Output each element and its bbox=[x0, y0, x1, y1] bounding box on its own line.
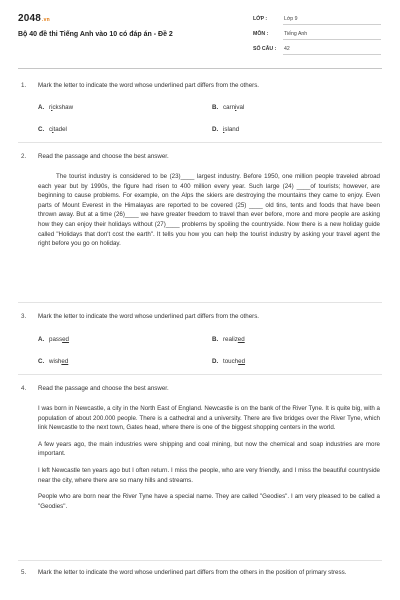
underlined-part: ed bbox=[237, 336, 245, 343]
option-text: sland bbox=[224, 126, 240, 133]
question-divider bbox=[18, 560, 382, 561]
option-text: pass bbox=[49, 336, 63, 343]
option-text: wish bbox=[49, 358, 62, 365]
option-b[interactable] bbox=[212, 335, 245, 345]
meta-class bbox=[253, 15, 381, 23]
option-d[interactable] bbox=[212, 357, 245, 367]
passage-paragraph: I was born in Newcastle, a city in the North East of England. Newcastle is on the bank of the River Tyne. It is quite big, with a population of about 200.000 people. There is a cathedral and a university. There are five bridges over the River Tyne, which link Newcastle to the next town, Gates head, where there is one of the biggest shopping centers in the world. bbox=[38, 405, 380, 432]
option-text: ckshaw bbox=[52, 104, 74, 111]
question-text: Mark the letter to indicate the word whose underlined part differs from the others. bbox=[38, 313, 260, 320]
passage-paragraph: I left Newcastle ten years ago but I often return. I miss the people, who are very friendly, and I miss the beautiful countryside near the city, where there are so many hills and streams. bbox=[38, 467, 380, 484]
underlined-part: i bbox=[52, 126, 54, 133]
underlined-part: i bbox=[51, 104, 53, 111]
option-text: val bbox=[236, 104, 245, 111]
question-divider bbox=[18, 302, 382, 303]
option-d[interactable] bbox=[212, 125, 239, 135]
option-letter: D. bbox=[212, 358, 219, 365]
underlined-part: i bbox=[235, 104, 237, 111]
question-text: Read the passage and choose the best answer. bbox=[38, 153, 169, 160]
underlined-part: ed bbox=[62, 336, 69, 343]
meta-subject-value: Tiếng Anh bbox=[284, 31, 308, 37]
underlined-part: ed bbox=[61, 358, 69, 365]
option-text: touch bbox=[223, 358, 239, 365]
document-title: Bộ 40 đề thi Tiếng Anh vào 10 có đáp án - Đề 2 bbox=[18, 31, 173, 38]
question-text: Mark the letter to indicate the word whose underlined part differs from the others in the position of primary stress. bbox=[38, 569, 347, 576]
underlined-part: i bbox=[223, 126, 225, 133]
question-divider bbox=[18, 142, 382, 143]
meta-count-value: 42 bbox=[284, 46, 290, 52]
option-text: carn bbox=[223, 104, 236, 111]
passage-paragraph: The tourist industry is considered to be (23)____ largest industry. Before 1950, one million people traveled abroad each year but by 1990s, the figure had risen to 400 million every year. Such large (24) ____of tourists; however, are beginning to cause problems. For example, on the Alps the skiers are destroying the mountains they came to enjoy. Even parts of Mount Everest in the Himalayas are reported to be covered (25) ____ old tins, tents and foods that have been thrown away. But at a time (26)____ we have greater freedom to travel than ever before, more and more people are asking how they can enjoy their holidays without (27)____ problems by spoiling the countryside. Now there is a new holiday guide called "Holidays that don't cost the earth". It tells you how you can help the tourist industry by asking your travel agent the right before you go on holiday. bbox=[38, 173, 380, 248]
logo-suffix: .vn bbox=[42, 17, 50, 23]
meta-count bbox=[253, 45, 381, 53]
option-text: tadel bbox=[53, 126, 67, 133]
question-number: 3. bbox=[21, 313, 27, 320]
site-logo[interactable] bbox=[18, 11, 50, 27]
option-a[interactable] bbox=[38, 335, 69, 345]
option-letter: A. bbox=[38, 104, 45, 111]
option-letter: A. bbox=[38, 336, 45, 343]
logo-text: 2048 bbox=[18, 13, 42, 24]
meta-class-value: Lớp 9 bbox=[284, 16, 298, 22]
option-a[interactable] bbox=[38, 103, 73, 113]
passage-paragraph: A few years ago, the main industries were shipping and coal mining, but now the chemical and soap industries are more important. bbox=[38, 440, 380, 458]
question-text: Read the passage and choose the best answer. bbox=[38, 385, 169, 392]
option-letter: B. bbox=[212, 336, 219, 343]
option-c[interactable] bbox=[38, 357, 68, 367]
option-c[interactable] bbox=[38, 125, 67, 135]
meta-count-label: SỐ CÂU : bbox=[253, 46, 277, 52]
underlined-part: ed bbox=[238, 358, 246, 365]
option-text: realiz bbox=[223, 336, 238, 343]
option-letter: C. bbox=[38, 358, 45, 365]
reading-passage bbox=[38, 172, 380, 256]
question-number: 5. bbox=[21, 569, 27, 576]
page-header bbox=[0, 0, 400, 70]
option-text: c bbox=[49, 126, 53, 133]
option-b[interactable] bbox=[212, 103, 244, 113]
option-text: r bbox=[49, 104, 52, 111]
header-divider bbox=[18, 68, 382, 69]
meta-class-label: LỚP : bbox=[253, 16, 268, 22]
passage-paragraph: People who are born near the River Tyne have a special name. They are called "Geodies". I am very pleased to be called a "Geodies". bbox=[38, 493, 380, 510]
option-letter: B. bbox=[212, 104, 219, 111]
question-divider bbox=[18, 374, 382, 375]
meta-subject bbox=[253, 30, 381, 38]
question-number: 4. bbox=[21, 385, 27, 392]
option-letter: C. bbox=[38, 126, 45, 133]
question-number: 1. bbox=[21, 82, 27, 89]
question-text: Mark the letter to indicate the word whose underlined part differs from the others. bbox=[38, 82, 260, 89]
meta-subject-label: MÔN : bbox=[253, 31, 269, 37]
option-letter: D. bbox=[212, 126, 219, 133]
question-number: 2. bbox=[21, 153, 27, 160]
reading-passage bbox=[38, 404, 380, 518]
